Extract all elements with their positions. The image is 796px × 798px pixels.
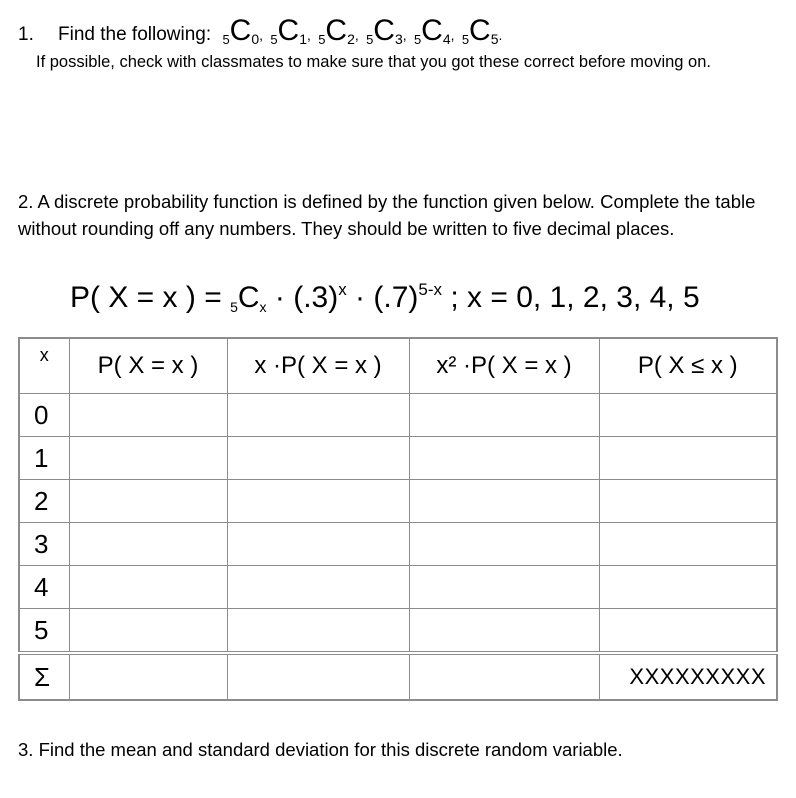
combination-list bbox=[222, 14, 504, 47]
combination-5c1: $_5C_1$, bbox=[270, 14, 311, 47]
row-x-value: 4 bbox=[19, 566, 69, 609]
cell-xp[interactable] bbox=[227, 609, 409, 654]
cell-x2p[interactable] bbox=[409, 394, 599, 437]
combination-5c4: $_5C_4$, bbox=[413, 14, 455, 47]
table-row bbox=[19, 609, 777, 654]
row-x-value: 5 bbox=[19, 609, 69, 654]
sum-cumulative-crossed: XXXXXXXXX bbox=[599, 653, 777, 700]
row-x-value: 3 bbox=[19, 523, 69, 566]
row-x-value: 1 bbox=[19, 437, 69, 480]
probability-formula: P( X = x ) = $5Cx \cdot (.3)^x \cdot (.7)^{5-x}$ ; x = 0, 1, 2, 3, 4, 5 bbox=[70, 280, 700, 315]
cell-x2p[interactable] bbox=[409, 566, 599, 609]
cell-x2p[interactable] bbox=[409, 480, 599, 523]
question-1-text: Find the following: bbox=[58, 24, 212, 45]
cell-cumulative[interactable] bbox=[599, 437, 777, 480]
cell-p[interactable] bbox=[69, 437, 227, 480]
probability-table bbox=[18, 337, 778, 701]
table-row bbox=[19, 437, 777, 480]
cell-xp[interactable] bbox=[227, 523, 409, 566]
header-p: P( X = x ) bbox=[69, 338, 227, 394]
row-x-value: 2 bbox=[19, 480, 69, 523]
cell-p[interactable] bbox=[69, 394, 227, 437]
cell-cumulative[interactable] bbox=[599, 394, 777, 437]
combination-5c5: $_5C_5$. bbox=[461, 14, 503, 47]
cell-xp[interactable] bbox=[227, 394, 409, 437]
header-x2p: x² ·P( X = x ) bbox=[409, 338, 599, 394]
question-1 bbox=[18, 14, 504, 48]
cell-p[interactable] bbox=[69, 566, 227, 609]
cell-xp[interactable] bbox=[227, 437, 409, 480]
cell-cumulative[interactable] bbox=[599, 566, 777, 609]
cell-x2p[interactable] bbox=[409, 609, 599, 654]
question-3-text: 3. Find the mean and standard deviation for this discrete random variable. bbox=[18, 739, 623, 760]
cell-cumulative[interactable] bbox=[599, 609, 777, 654]
cell-p[interactable] bbox=[69, 523, 227, 566]
cell-xp[interactable] bbox=[227, 480, 409, 523]
row-x-value: 0 bbox=[19, 394, 69, 437]
cell-p[interactable] bbox=[69, 480, 227, 523]
sum-xp[interactable] bbox=[227, 653, 409, 700]
question-2-text: 2. A discrete probability function is defined by the function given below. Complete the table without rounding off any numbers. They should be written to five decimal places. bbox=[18, 191, 756, 239]
combination-5c2: $_5C_2$, bbox=[318, 14, 359, 47]
question-1-note: If possible, check with classmates to make sure that you got these correct before moving on. bbox=[36, 53, 711, 71]
cell-cumulative[interactable] bbox=[599, 480, 777, 523]
table-row bbox=[19, 523, 777, 566]
table-row bbox=[19, 394, 777, 437]
combination-5c3: $_5C_3$, bbox=[366, 14, 407, 47]
combination-5c0: $_5C_0$, bbox=[222, 14, 264, 47]
table-header-row bbox=[19, 338, 777, 394]
cell-p[interactable] bbox=[69, 609, 227, 654]
header-cumulative: P( X ≤ x ) bbox=[599, 338, 777, 394]
question-1-number: 1. bbox=[18, 24, 34, 45]
sum-x2p[interactable] bbox=[409, 653, 599, 700]
sum-row bbox=[19, 653, 777, 700]
cell-x2p[interactable] bbox=[409, 437, 599, 480]
cell-cumulative[interactable] bbox=[599, 523, 777, 566]
table-row bbox=[19, 566, 777, 609]
sum-label: Σ bbox=[19, 653, 69, 700]
sum-p[interactable] bbox=[69, 653, 227, 700]
header-x: x bbox=[19, 338, 69, 394]
table-row bbox=[19, 480, 777, 523]
cell-xp[interactable] bbox=[227, 566, 409, 609]
header-xp: x ·P( X = x ) bbox=[227, 338, 409, 394]
cell-x2p[interactable] bbox=[409, 523, 599, 566]
